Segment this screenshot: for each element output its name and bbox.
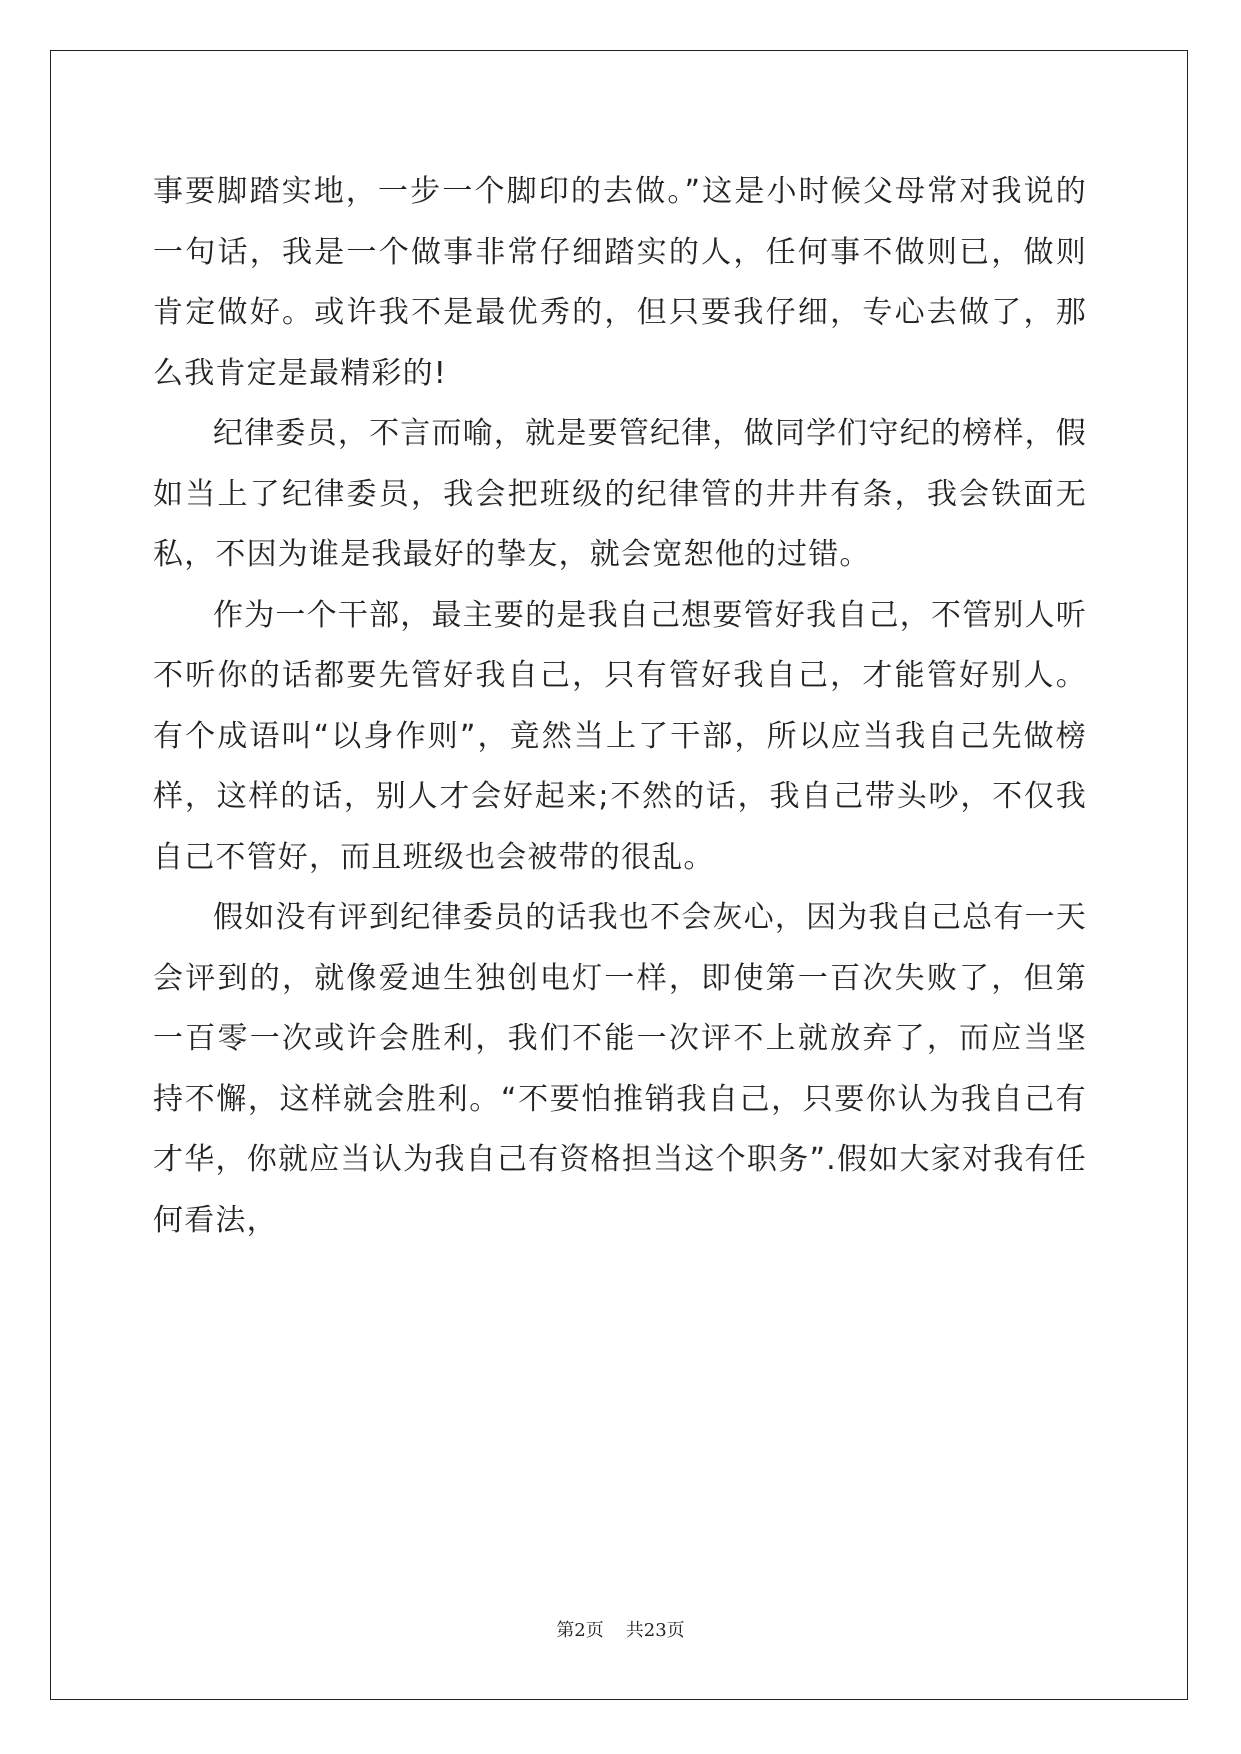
page-number: 第2页	[556, 1620, 604, 1641]
total-pages: 共23页	[625, 1620, 685, 1641]
paragraph-2: 纪律委员，不言而喻，就是要管纪律，做同学们守纪的榜样，假如当上了纪律委员，我会把班级的纪律管的井井有条，我会铁面无私，不因为谁是我最好的挚友，就会宽恕他的过错。	[153, 416, 1087, 572]
paragraph-1: 事要脚踏实地，一步一个脚印的去做。”这是小时候父母常对我说的一句话，我是一个做事非常仔细踏实的人，任何事不做则已，做则肯定做好。或许我不是最优秀的，但只要我仔细，专心去做了，那么我肯定是最精彩的!	[153, 174, 1087, 391]
paragraph-3: 作为一个干部，最主要的是我自己想要管好我自己，不管别人听不听你的话都要先管好我自己，只有管好我自己，才能管好别人。有个成语叫“以身作则”，竟然当上了干部，所以应当我自己先做榜样，这样的话，别人才会好起来;不然的话，我自己带头吵，不仅我自己不管好，而且班级也会被带的很乱。	[153, 597, 1087, 875]
paragraph-4: 假如没有评到纪律委员的话我也不会灰心，因为我自己总有一天会评到的，就像爱迪生独创电灯一样，即使第一百次失败了，但第一百零一次或许会胜利，我们不能一次评不上就放弃了，而应当坚持不懈，这样就会胜利。“不要怕推销我自己，只要你认为我自己有才华，你就应当认为我自己有资格担当这个职务”.假如大家对我有任何看法，	[153, 900, 1087, 1238]
page-footer	[0, 1616, 1241, 1642]
document-body	[153, 162, 1087, 1251]
